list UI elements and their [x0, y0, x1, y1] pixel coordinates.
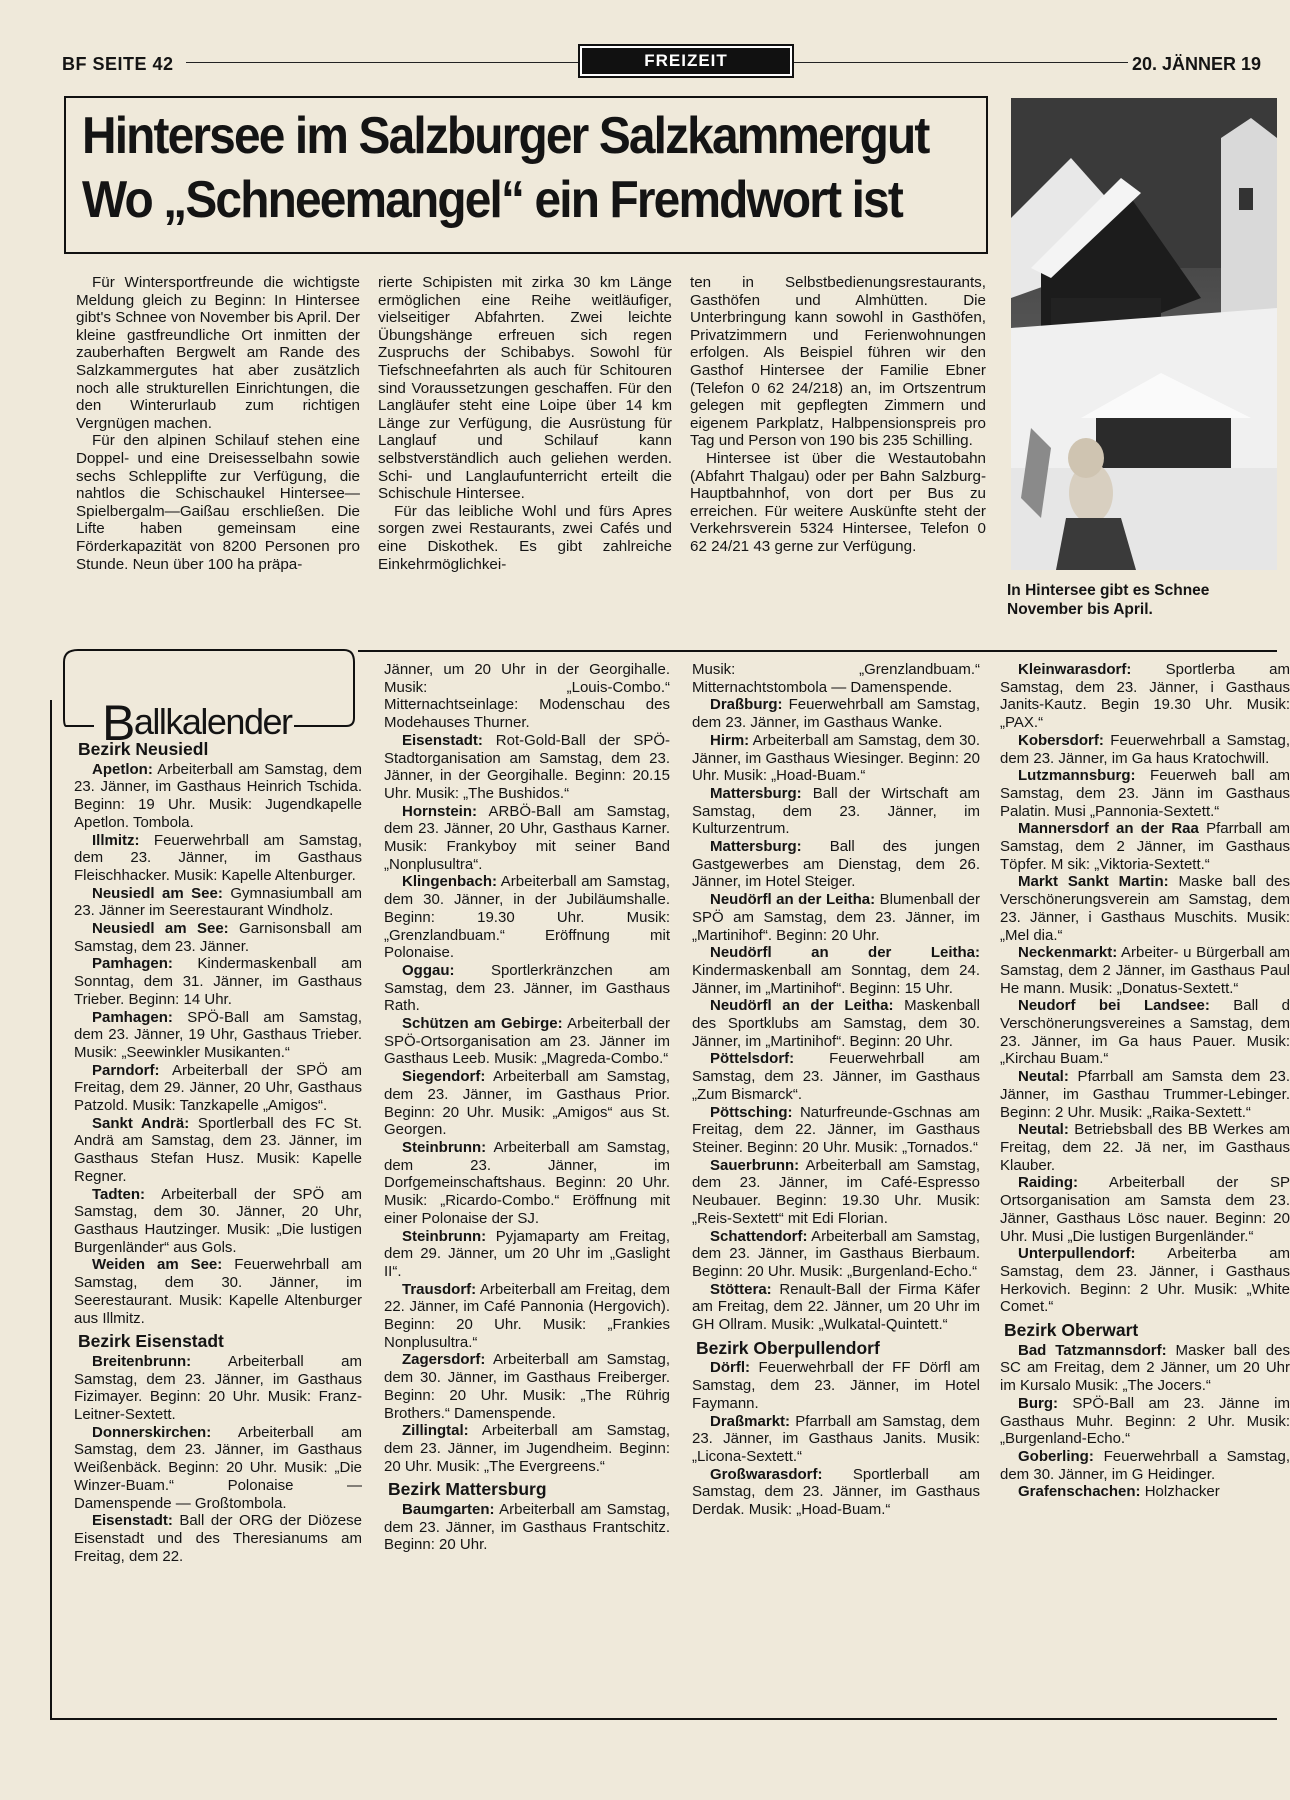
ball-entry: [692, 891, 980, 944]
ball-entry-place: Kleinwarasdorf:: [1018, 661, 1132, 678]
district-heading: Bezirk Neusiedl: [78, 739, 209, 759]
ball-entry-text: Ball d Verschönerungsvereines a Samstag, dem 23. Jänner, im Ga haus Pauer. Musik: „Kirchau Buam.“: [1000, 997, 1290, 1068]
ball-entry: [74, 1353, 362, 1424]
ball-entry: [1000, 1121, 1290, 1174]
ball-entry-place: Neudorf bei Landsee:: [1018, 997, 1210, 1015]
article-paragraph: rierte Schipisten mit zirka 30 km Länge ermöglichen eine Reihe weitläufiger, vielseitiger Abfahrten. Zwei leichte Übungshänge erfreuen sich regen Zuspruchs der Schibabys. Sowohl für Tiefschneefahrten als auch für Schitouren sind Voraussetzungen geschaffen. Für den Langläufer steht eine Loipe über 14 km Länge zur Verfügung, die Ausrüstung für Langlauf und Schilauf kann selbstverständlich auch geliehen werden. Schi- und Langlaufunterricht erteilt die Schischule Hintersee.: [378, 274, 672, 503]
ball-entry-text: Arbeiterball der SPÖ-Ortsorganisation am 23. Jänner im Gasthaus Leeb. Musik: „Magreda-Combo.“: [384, 1015, 670, 1068]
ball-entry-place: Illmitz:: [92, 831, 140, 849]
ball-entry-place: Sankt Andrä:: [92, 1114, 190, 1132]
ball-entry-text: Arbeiterball am Samstag, dem 30. Jänner, in der Jubiläumshalle. Beginn: 19.30 Uhr. Musik: „Grenzlandbuam.“ Eröffnung mit Polonaise.: [384, 873, 670, 962]
ball-entry: [1000, 1395, 1290, 1448]
ball-entry-place: Oggau:: [402, 961, 455, 979]
ball-entry-text: Pfarrball am Samstag, dem 2 Jänner, im Gasthaus Töpfer. M sik: „Viktoria-Sextett.“: [1000, 820, 1290, 873]
ballkalender-frame-top: [358, 650, 1277, 652]
page-label: BF SEITE 42: [62, 54, 174, 74]
ballkalender-frame-bottom: [50, 1718, 1277, 1720]
ball-entry: [384, 1139, 670, 1228]
ball-entry: [1000, 820, 1290, 873]
ballkalender-initial: B: [102, 695, 134, 751]
ball-entry-text: Arbeiterball der SP Ortsorganisation am Samsta dem 23. Jänner, Gasthaus Lösc nauer. Beginn: 20 Uhr. Musi „Die lustigen Burgenländer.“: [1000, 1174, 1290, 1245]
ball-entry: [692, 1157, 980, 1228]
ball-entry: [74, 1009, 362, 1062]
ball-entry-text: Feuerwehrball a Samstag, dem 30. Jänner, im G Heidinger.: [1000, 1447, 1290, 1483]
ball-entry-text: Feuerwehrball am Samstag, dem 23. Jänner, im Gasthaus Wanke.: [692, 696, 980, 732]
photo-winter-scene: [1011, 98, 1277, 570]
ball-entry-text: Feuerweh ball am Samstag, dem 23. Jänn im Gasthaus Palatin. Musi „Pannonia-Sextett.“: [1000, 767, 1290, 820]
headline-line-2: Wo „Schneemangel“ ein Fremdwort ist: [82, 171, 902, 229]
district-heading: Bezirk Eisenstadt: [78, 1331, 224, 1352]
ball-entry-text: Arbeiterball am Samstag, dem 23. Jänner, im Café-Espresso Neubauer. Beginn: 19.30 Uhr. Musik: „Reis-Sextett“ mit Edi Florian.: [692, 1156, 980, 1227]
ball-entry: [692, 1466, 980, 1519]
ball-entry-continuation: Musik: „Grenzlandbuam.“ Mitternachtstombola — Damenspende.: [692, 661, 980, 696]
ball-entry-place: Neudörfl an der Leitha:: [710, 944, 980, 962]
ball-entry-text: Rot-Gold-Ball der SPÖ-Stadtorganisation am Samstag, dem 23. Jänner, in der Georgihalle. Beginn: 20.15 Uhr. Musik: „The Bushidos.“: [384, 731, 670, 802]
ball-entry: [1000, 732, 1290, 767]
ball-entry-text: Arbeiterball am Samstag, dem 23. Jänner, im Gasthaus Heinrich Tschida. Beginn: 19 Uhr. Musik: Jugendkapelle Apetlon. Tombola.: [74, 760, 362, 831]
ball-entry-place: Neckenmarkt:: [1018, 944, 1118, 962]
ball-entry-place: Baumgarten:: [402, 1501, 495, 1519]
ball-entry: [74, 885, 362, 920]
article-column-2: [378, 274, 672, 573]
district-heading: Bezirk Oberpullendorf: [696, 1337, 880, 1358]
ball-entry: [384, 1015, 670, 1068]
ball-entry-text: Pfarrball am Samstag, dem 23. Jänner, im Gasthaus Janits. Musik: „Licona-Sextett.“: [692, 1412, 980, 1465]
header-rule-left: [186, 62, 578, 63]
ball-entry: [74, 1424, 362, 1513]
ball-column-2: [384, 661, 670, 1554]
ball-entry-text: Arbeiterball der SPÖ am Freitag, dem 29. Jänner, 20 Uhr, Gasthaus Patzold. Musik: Tanzkapelle „Amigos“.: [74, 1061, 362, 1115]
ball-entry-place: Hirm:: [710, 731, 750, 749]
ball-entry: [384, 803, 670, 874]
ballkalender-heading-rest: allkalender: [133, 701, 292, 742]
ball-entry: [74, 832, 362, 885]
ball-entry: [1000, 997, 1290, 1068]
ball-entry-text: Arbeiterball am Samstag, dem 23. Jänner, im Gasthaus Bierbaum. Beginn: 20 Uhr. Musik: „Burgenland-Echo.“: [692, 1227, 980, 1280]
ball-entry: [384, 1422, 670, 1475]
ball-entry-place: Draßburg:: [710, 696, 783, 714]
ball-entry-text: Arbeiterball am Freitag, dem 22. Jänner, im Café Pannonia (Hergovich). Beginn: 20 Uhr. Musik: „Frankies Nonplusultra.“: [384, 1280, 670, 1351]
ball-entry: [74, 1186, 362, 1257]
ball-entry-place: Trausdorf:: [402, 1280, 477, 1298]
ball-entry-text: SPÖ-Ball am Samstag, dem 23. Jänner, 19 Uhr, Gasthaus Trieber. Musik: „Seewinkler Musikanten.“: [74, 1008, 362, 1061]
ball-entry: [692, 1050, 980, 1103]
ball-entry-place: Dörfl:: [710, 1359, 750, 1377]
ball-entry: [692, 944, 980, 997]
ball-entry-text: Sportlerball des FC St. Andrä am Samstag, dem 23. Jänner, im Gasthaus Stefan Husz. Musik: Kapelle Regner.: [74, 1114, 362, 1185]
ball-entry-place: Steinbrunn:: [402, 1227, 487, 1245]
ball-entry-text: Arbeiterball am Samstag, dem 23. Jänner, im Gasthaus Frantschitz. Beginn: 20 Uhr.: [384, 1501, 670, 1554]
ball-entry-place: Stöttera:: [710, 1280, 772, 1298]
ball-entry-text: Gymnasiumball am 23. Jänner im Seerestaurant Windholz.: [74, 884, 362, 920]
ball-entry-place: Bad Tatzmannsdorf:: [1018, 1341, 1167, 1359]
article-paragraph: Für das leibliche Wohl und fürs Apres sorgen zwei Restaurants, zwei Cafés und eine Diskothek. Es gibt zahlreiche Einkehrmöglichkei-: [378, 502, 672, 573]
ball-entry-place: Draßmarkt:: [710, 1412, 791, 1430]
ball-entry-text: Feuerwehrball der FF Dörfl am Samstag, dem 23. Jänner, im Hotel Faymann.: [692, 1359, 980, 1412]
ball-entry: [384, 1228, 670, 1281]
ball-entry-text: Blumenball der SPÖ am Samstag, dem 23. Jänner, im „Martinihof“. Beginn: 20 Uhr.: [692, 891, 980, 944]
ball-entry-place: Schattendorf:: [710, 1227, 808, 1245]
ball-entry: [692, 1228, 980, 1281]
ball-entry-text: Arbeiterball am Samstag, dem 23. Jänner, im Gasthaus Fizimayer. Beginn: 20 Uhr. Musik: Franz-Leitner-Sextett.: [74, 1352, 362, 1424]
ball-entry: [692, 838, 980, 891]
ball-entry-place: Pamhagen:: [92, 1008, 173, 1026]
article-paragraph: Für Wintersportfreunde die wichtigste Meldung gleich zu Beginn: In Hintersee gibt's Schnee von November bis April. Der kleine gastfreundliche Ort inmitten der zauberhaften Bergwelt am Rande des Salzkammergutes hat aber zusätzlich noch alle strukturellen Einrichtungen, die den Winterurlaub zum richtigen Vergnügen machen.: [76, 274, 361, 432]
article-paragraph: Hintersee ist über die Westautobahn (Abfahrt Thalgau) oder per Bahn Salzburg-Hauptbahnhof, von dort per Bus zu erreichen. Für weitere Auskünfte steht der Verkehrsverein 5324 Hintersee, Telefon 0 62 24/21 43 gerne zur Verfügung.: [690, 449, 986, 555]
ball-entry-place: Goberling:: [1018, 1447, 1094, 1465]
ball-entry-text: Holzhacker: [1140, 1483, 1220, 1501]
ball-entry-place: Großwarasdorf:: [710, 1465, 823, 1483]
ballkalender-frame-left: [50, 700, 52, 1718]
ball-entry-text: Feuerwehrball am Samstag, dem 23. Jänner, im Gasthaus Fleischhacker. Musik: Kapelle Altenburger.: [74, 831, 362, 884]
article-column-3: [690, 274, 986, 556]
district-heading: Bezirk Mattersburg: [388, 1479, 547, 1500]
photo-caption: [1007, 581, 1277, 619]
ball-entry-place: Apetlon:: [92, 760, 153, 778]
ball-entry-text: SPÖ-Ball am 23. Jänne im Gasthaus Muhr. Beginn: 2 Uhr. Musik: „Burgenland-Echo.“: [1000, 1394, 1290, 1448]
ball-entry-place: Unterpullendorf:: [1018, 1245, 1136, 1263]
ball-entry-text: Betriebsball des BB Werkes am Freitag, dem 22. Jä ner, im Gasthaus Klauber.: [1000, 1121, 1290, 1174]
ball-entry-text: Maske ball des Verschönerungsverein am Samstag, dem 23. Jänner, i Gasthaus Muschits. Musik: „Mel dia.“: [1000, 873, 1290, 944]
ball-entry: [1000, 873, 1290, 944]
ball-entry: [74, 920, 362, 955]
ball-entry-place: Weiden am See:: [92, 1256, 223, 1274]
ball-entry: [1000, 1245, 1290, 1316]
ball-entry-place: Breitenbrunn:: [92, 1352, 192, 1370]
ball-entry-text: Pyjamaparty am Freitag, dem 29. Jänner, um 20 Uhr im „Gaslight II“.: [384, 1227, 670, 1280]
ball-entry: [384, 732, 670, 803]
ball-entry-text: Kindermaskenball am Sonntag, dem 24. Jänner, im „Martinihof“. Beginn: 15 Uhr.: [692, 961, 980, 997]
ball-entry-place: Klingenbach:: [402, 873, 498, 891]
ball-entry: [1000, 767, 1290, 820]
photo-illustration: [1011, 98, 1277, 570]
ball-entry-text: Pfarrball am Samsta dem 23. Jänner, im Gasthau Trummer-Lebinger. Beginn: 2 Uhr. Musik: „Raika-Sextett.“: [1000, 1068, 1290, 1121]
ball-entry-text: Arbeiterball am Samstag, dem 30. Jänner, im Gasthaus Wiesinger. Beginn: 20 Uhr. Musik: „Hoad-Buam.“: [692, 731, 980, 785]
ball-entry-text: Arbeiterball am Samstag, dem 23. Jänner, im Jugendheim. Beginn: 20 Uhr. Musik: „The Evergreens.“: [384, 1422, 670, 1475]
ball-entry-text: Ball der Wirtschaft am Samstag, dem 23. Jänner, im Kulturzentrum.: [692, 784, 980, 838]
ball-entry-place: Mannersdorf an der Raa: [1018, 820, 1199, 838]
ball-entry-text: Masker ball des SC am Freitag, dem 2 Jänner, um 20 Uhr im Kursalo Musik: „The Jocers.“: [1000, 1341, 1290, 1395]
ball-entry-place: Burg:: [1018, 1394, 1058, 1412]
ball-entry: [384, 873, 670, 962]
ball-entry-place: Zillingtal:: [402, 1422, 469, 1440]
ball-entry-text: Arbeiterball am Samstag, dem 30. Jänner, im Gasthaus Freiberger. Beginn: 20 Uhr. Musik: „The Rührig Brothers.“ Damenspende.: [384, 1351, 670, 1422]
article-paragraph: ten in Selbstbedienungsrestaurants, Gasthöfen und Almhütten. Die Unterbringung kann sowohl in Gasthöfen, Privatzimmern und Ferienwohnungen erfolgen. Als Beispiel führen wir den Gasthof Hintersee der Familie Ebner (Telefon 0 62 24/218) an, im Ortszentrum gelegen mit gepflegten Zimmern und eigenem Parkplatz, Halbpensionspreis pro Tag und Person von 190 bis 235 Schilling.: [690, 274, 986, 450]
ball-entry-place: Neudörfl an der Leitha:: [710, 997, 894, 1015]
ball-entry-place: Zagersdorf:: [402, 1351, 486, 1369]
ball-entry: [692, 997, 980, 1050]
ball-entry: [74, 761, 362, 832]
ball-column-1: [74, 735, 362, 1565]
photo-caption-line-2: November bis April.: [1007, 601, 1153, 618]
ball-entry-text: Kindermaskenball am Sonntag, dem 31. Jänner, im Gasthaus Trieber. Beginn: 14 Uhr.: [74, 955, 362, 1008]
ball-entry-text: Arbeiterball am Samstag, dem 23. Jänner, im Gasthaus Prior. Beginn: 20 Uhr. Musik: „Amigos“ aus St. Georgen.: [384, 1068, 670, 1139]
ball-entry-place: Neutal:: [1018, 1121, 1069, 1139]
ball-entry: [692, 1104, 980, 1157]
ball-entry: [1000, 1068, 1290, 1121]
ball-entry: [1000, 1448, 1290, 1483]
ball-entry: [1000, 1174, 1290, 1245]
ball-entry-place: Pöttelsdorf:: [710, 1050, 795, 1068]
ball-entry-place: Tadten:: [92, 1185, 146, 1203]
ball-entry-text: ARBÖ-Ball am Samstag, dem 23. Jänner, 20 Uhr, Gasthaus Karner. Musik: Frankyboy mit seiner Band „Nonplusultra“.: [384, 802, 670, 873]
ball-entry-place: Hornstein:: [402, 802, 477, 820]
headline-line-1: Hintersee im Salzburger Salzkammergut: [82, 107, 929, 165]
ball-entry-text: Renault-Ball der Firma Käfer am Freitag, dem 22. Jänner, um 20 Uhr im GH Ollram. Musik: „Wulkatal-Quintett.“: [692, 1280, 980, 1334]
ball-entry-place: Neusiedl am See:: [92, 884, 223, 902]
ball-entry-place: Neudörfl an der Leitha:: [710, 891, 876, 909]
ball-entry-text: Sportlerba am Samstag, dem 23. Jänner, i Gasthaus Janits-Kautz. Begin 19.30 Uhr. Musik: „PAX.“: [1000, 661, 1290, 732]
ball-entry-place: Pamhagen:: [92, 955, 173, 973]
article-column-1: [76, 274, 360, 573]
ball-entry-text: Arbeiterball am Samstag, dem 23. Jänner, im Dorfgemeinschaftshaus. Beginn: 20 Uhr. Musik: „Ricardo-Combo.“ Eröffnung mit einer Polonaise der SJ.: [384, 1138, 670, 1227]
ball-entry: [384, 962, 670, 1015]
ball-entry-place: Siegendorf:: [402, 1068, 486, 1086]
ball-entry-text: Arbeiterball am Samstag, dem 23. Jänner, im Gasthaus Weißenbäck. Beginn: 20 Uhr. Musik: „Die Winzer-Buam.“ Polonaise — Damenspende — Großtombola.: [74, 1423, 362, 1512]
ball-entry-place: Raiding:: [1018, 1174, 1078, 1192]
ball-entry: [384, 1068, 670, 1139]
article-paragraph: Für den alpinen Schilauf stehen eine Doppel- und eine Dreisesselbahn sowie sechs Schlepplifte zur Verfügung, die nahtlos die Schischaukel Hintersee—Spielbergalm—Gaißau erschließen. Die Lifte haben gemeinsam eine Förderkapazität von 8200 Personen pro Stunde. Neun über 100 ha präpa-: [76, 432, 360, 573]
ball-entry-place: Neutal:: [1018, 1068, 1069, 1086]
ball-entry: [74, 1115, 362, 1186]
ball-entry-place: Mattersburg:: [710, 784, 802, 802]
ball-entry: [692, 696, 980, 731]
ball-entry-text: Ball des jungen Gastgewerbes am Dienstag, dem 26. Jänner, im Hotel Steiger.: [692, 838, 980, 891]
headline: [82, 104, 929, 232]
ball-entry-text: Feuerwehrball am Samstag, dem 23. Jänner, im Gasthaus „Zum Bismarck“.: [692, 1050, 980, 1103]
ball-entry-text: Ball der ORG der Diözese Eisenstadt und des Theresianums am Freitag, dem 22.: [74, 1512, 362, 1565]
ball-entry: [1000, 661, 1290, 732]
ball-entry-place: Mattersburg:: [710, 838, 802, 856]
ball-entry: [384, 1351, 670, 1422]
ball-entry-place: Sauerbrunn:: [710, 1156, 800, 1174]
ball-entry: [692, 732, 980, 785]
district-heading: Bezirk Oberwart: [1004, 1320, 1139, 1341]
ball-entry-place: Pöttsching:: [710, 1103, 793, 1121]
ball-entry-text: Feuerwehrball a Samstag, dem 23. Jänner, im Ga haus Kratochwill.: [1000, 731, 1290, 767]
ball-column-4: [1000, 661, 1290, 1501]
photo-caption-line-1: In Hintersee gibt es Schnee: [1007, 582, 1210, 599]
ball-entry: [692, 1281, 980, 1334]
ball-column-3: [692, 661, 980, 1519]
ball-entry-text: Feuerwehrball am Samstag, dem 30. Jänner, im Seerestaurant. Musik: Kapelle Altenburger aus Illmitz.: [74, 1256, 363, 1327]
ball-entry: [384, 1501, 670, 1554]
ball-entry: [692, 1359, 980, 1412]
ball-entry-place: Markt Sankt Martin:: [1018, 873, 1169, 891]
ball-entry: [1000, 1342, 1290, 1395]
ball-entry-text: Arbeiterball der SPÖ am Samstag, dem 30. Jänner, 20 Uhr, Gasthaus Hautzinger. Musik: „Die lustigen Burgenländer“ aus Gols.: [74, 1185, 362, 1256]
ball-entry: [1000, 1483, 1290, 1501]
ball-entry: [74, 1062, 362, 1115]
ball-entry-text: Maskenball des Sportklubs am Samstag, dem 30. Jänner, im „Martinihof“. Beginn: 20 Uhr.: [692, 997, 980, 1050]
ball-entry-text: Garnisonsball am Samstag, dem 23. Jänner.: [74, 920, 363, 955]
ball-entry-place: Eisenstadt:: [402, 731, 483, 749]
ball-entry-place: Schützen am Gebirge:: [402, 1015, 563, 1033]
ball-entry-text: Arbeiterba am Samstag, dem 23. Jänner, i Gasthaus Herkovich. Beginn: 2 Uhr. Musik: „White Comet.“: [1000, 1245, 1290, 1316]
ball-entry: [74, 1512, 362, 1565]
ball-entry: [74, 955, 362, 1008]
ball-entry-place: Grafenschachen:: [1018, 1483, 1141, 1501]
ball-entry-place: Steinbrunn:: [402, 1138, 487, 1156]
ball-entry: [692, 785, 980, 838]
ball-entry-place: Kobersdorf:: [1018, 731, 1104, 749]
ball-entry-continuation: Jänner, um 20 Uhr in der Georgihalle. Musik: „Louis-Combo.“ Mitternachtseinlage: Modenschau des Modehauses Thurner.: [384, 661, 670, 732]
ball-entry-place: Neusiedl am See:: [92, 920, 229, 938]
section-label: FREIZEIT: [578, 44, 794, 78]
ball-entry-text: Arbeiter- u Bürgerball am Samstag, dem 2 Jänner, im Gasthaus Paul He mann. Musik: „Donatus-Sextett.“: [1000, 944, 1290, 997]
ball-entry: [1000, 944, 1290, 997]
ball-entry: [74, 1256, 362, 1327]
ball-entry-text: Naturfreunde-Gschnas am Freitag, dem 22. Jänner, im Gasthaus Steiner. Beginn: 20 Uhr. Musik: „Tornados.“: [692, 1103, 980, 1156]
ball-entry-place: Parndorf:: [92, 1061, 160, 1079]
header-rule-right: [794, 62, 1128, 63]
ball-entry-text: Sportlerkränzchen am Samstag, dem 23. Jänner, im Gasthaus Rath.: [384, 961, 670, 1015]
ball-entry: [384, 1281, 670, 1352]
ball-entry-place: Eisenstadt:: [92, 1512, 173, 1530]
issue-date: 20. JÄNNER 19: [1132, 54, 1262, 74]
ball-entry-place: Lutzmannsburg:: [1018, 767, 1136, 785]
ball-entry-place: Donnerskirchen:: [92, 1423, 212, 1441]
ball-entry-text: Sportlerball am Samstag, dem 23. Jänner, im Gasthaus Derdak. Musik: „Hoad-Buam.“: [692, 1465, 980, 1519]
ball-entry: [692, 1413, 980, 1466]
